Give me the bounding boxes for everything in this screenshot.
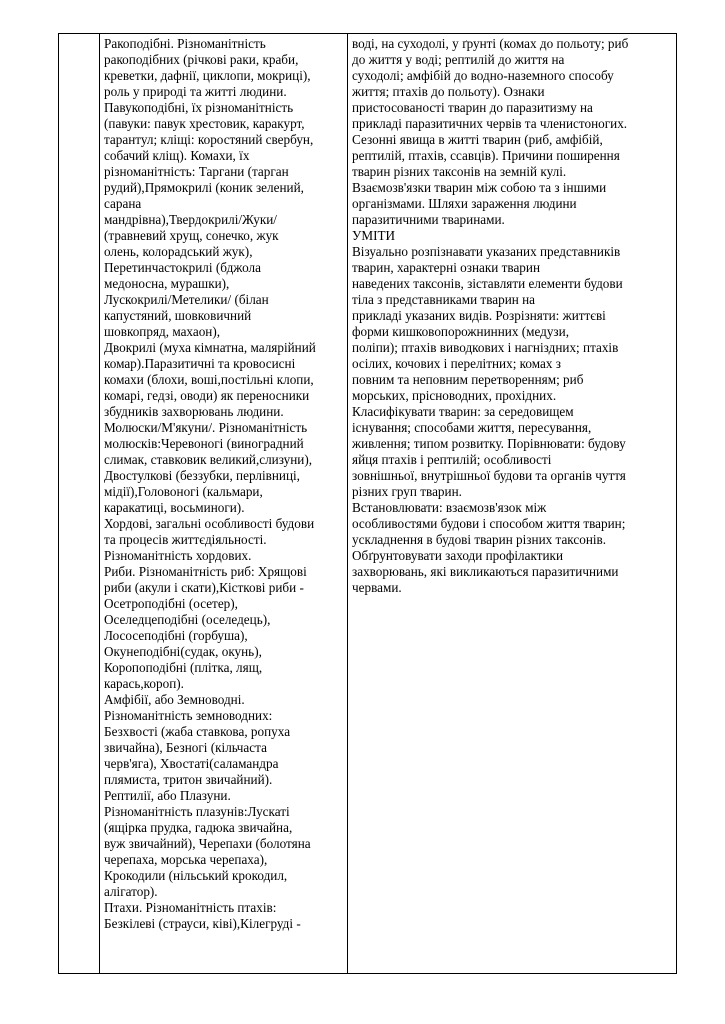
text-line: звичайна), Безногі (кільчаста (104, 740, 267, 755)
text-line: Сезонні явища в житті тварин (риб, амфібій, (352, 132, 603, 147)
text-line: каракатиці, восьминоги). (104, 500, 245, 515)
text-line: захворювань, які викликаються паразитичними (352, 564, 619, 579)
text-line: Обґрунтовувати заходи профілактики (352, 548, 564, 563)
text-line: рудий),Прямокрилі (коник зелений, (104, 180, 304, 195)
text-line: Оселедцеподібні (оселедець), (104, 612, 271, 627)
text-line: Перетинчастокрилі (бджола (104, 260, 261, 275)
text-line: капустяний, шовковичний (104, 308, 252, 323)
text-line: вуж звичайний), Черепахи (болотяна (104, 836, 311, 851)
number-cell (59, 34, 100, 974)
text-line: Двостулкові (беззубки, перлівниці, (104, 468, 300, 483)
text-line: мандрівна),Твердокрилі/Жуки/ (104, 212, 277, 227)
text-line: (травневий хрущ, сонечко, жук (104, 228, 279, 243)
text-line: тварин різних таксонів на земній кулі. (352, 164, 567, 179)
text-line: Класифікувати тварин: за середовищем (352, 404, 574, 419)
text-line: поліпи); птахів виводкових і нагніздних; птахів (352, 340, 619, 355)
text-line: ускладнення в будові тварин різних таксонів. (352, 532, 607, 547)
text-line: тіла з представниками тварин на (352, 292, 536, 307)
text-line: Павукоподібні, їх різноманітність (104, 100, 294, 115)
text-line: Крокодили (нільський крокодил, (104, 868, 288, 883)
text-line: Різноманітність плазунів:Лускаті (104, 804, 290, 819)
text-line: повним та неповним перетворенням; риб (352, 372, 584, 387)
text-line: життя; птахів до польоту). Ознаки (352, 84, 545, 99)
text-line: тарантул; кліщі: коростяний свербун, (104, 132, 314, 147)
text-line: осілих, кочових і перелітних; комах з (352, 356, 561, 371)
text-line: зовнішньої, внутрішньої будови та органів чуття (352, 468, 626, 483)
text-line: Різноманітність земноводних: (104, 708, 273, 723)
text-line: комахи (блохи, воші,постільні клопи, (104, 372, 314, 387)
text-line: УМІТИ (352, 228, 396, 243)
text-line: різноманітність: Таргани (тарган (104, 164, 289, 179)
text-line: Окунеподібні(судак, окунь), (104, 644, 262, 659)
text-line: особливостями будови і способом життя тварин; (352, 516, 626, 531)
text-line: комарі, гедзі, оводи) як переносники (104, 388, 310, 403)
text-line: сарана (104, 196, 142, 211)
text-line: риби (акули і скати),Кісткові риби - (104, 580, 304, 595)
text-line: Рептилії, або Плазуни. (104, 788, 231, 803)
text-line: олень, колорадський жук), (104, 244, 253, 259)
text-line: Осетроподібні (осетер), (104, 596, 238, 611)
text-line: пристосованості тварин до паразитизму на (352, 100, 593, 115)
text-line: прикладі паразитичних червів та членистоногих. (352, 116, 628, 131)
text-line: алігатор). (104, 884, 158, 899)
text-line: карась,короп). (104, 676, 184, 691)
text-line: медоносна, мурашки), (104, 276, 230, 291)
content-text (100, 34, 347, 932)
text-line: черепаха, морська черепаха), (104, 852, 268, 867)
text-line: збудників захворювань людини. (104, 404, 284, 419)
text-line: Взаємозв'язки тварин між собою та з іншими (352, 180, 607, 195)
text-line: організмами. Шляхи зараження людини (352, 196, 577, 211)
text-line: Безкілеві (страуси, ківі),Кілегруді - (104, 916, 301, 931)
table-row (59, 34, 677, 974)
text-line: шовкопряд, махаон), (104, 324, 221, 339)
text-line: морських, прісноводних, прохідних. (352, 388, 557, 403)
text-line: комар).Паразитичні та кровосисні (104, 356, 296, 371)
text-line: живлення; типом розвитку. Порівнювати: будову (352, 436, 626, 451)
text-line: яйця птахів і рептилій; особливості (352, 452, 552, 467)
text-line: Молюски/М'якуни/. Різноманітність (104, 420, 308, 435)
text-line: рептилій, птахів, ссавців). Причини поширення (352, 148, 620, 163)
curriculum-table (58, 33, 677, 974)
text-line: Лососеподібні (горбуша), (104, 628, 248, 643)
text-line: плямиста, тритон звичайний). (104, 772, 273, 787)
text-line: черв'яга), Хвостаті(саламандра (104, 756, 279, 771)
text-line: різних груп тварин. (352, 484, 462, 499)
text-line: червами. (352, 580, 402, 595)
requirements-cell (348, 34, 677, 974)
text-line: креветки, дафнії, циклопи, мокриці), (104, 68, 311, 83)
text-line: (ящірка прудка, гадюка звичайна, (104, 820, 293, 835)
text-line: Візуально розпізнавати указаних представників (352, 244, 621, 259)
text-line: ракоподібних (річкові раки, краби, (104, 52, 299, 67)
text-line: (павуки: павук хрестовик, каракурт, (104, 116, 305, 131)
text-line: суходолі; амфібій до водно-наземного способу (352, 68, 614, 83)
text-line: існування; способами життя, пересування, (352, 420, 592, 435)
content-cell (100, 34, 348, 974)
text-line: Риби. Різноманітність риб: Хрящові (104, 564, 307, 579)
text-line: та процесів життєдіяльності. (104, 532, 267, 547)
text-line: прикладі указаних видів. Розрізняти: життєві (352, 308, 606, 323)
text-line: Ракоподібні. Різноманітність (104, 36, 266, 51)
text-line: Амфібії, або Земноводні. (104, 692, 245, 707)
text-line: до життя у воді; рептилій до життя на (352, 52, 565, 67)
text-line: мідії),Головоногі (кальмари, (104, 484, 263, 499)
text-line: наведених таксонів, зіставляти елементи будови (352, 276, 623, 291)
text-line: тварин, характерні ознаки тварин (352, 260, 541, 275)
requirements-text (348, 34, 676, 596)
text-line: Лускокрилі/Метелики/ (білан (104, 292, 269, 307)
text-line: Птахи. Різноманітність птахів: (104, 900, 277, 915)
text-line: воді, на суходолі, у ґрунті (комах до польоту; риб (352, 36, 629, 51)
text-line: паразитичними тваринами. (352, 212, 505, 227)
text-line: Різноманітність хордових. (104, 548, 252, 563)
text-line: Двокрилі (муха кімнатна, малярійний (104, 340, 316, 355)
text-line: роль у природі та житті людини. (104, 84, 287, 99)
text-line: собачий кліщ). Комахи, їх (104, 148, 250, 163)
text-line: слимак, ставковик великий,слизуни), (104, 452, 313, 467)
text-line: молюсків:Черевоногі (виноградний (104, 436, 304, 451)
text-line: Встановлювати: взаємозв'язок між (352, 500, 547, 515)
text-line: Безхвості (жаба ставкова, ропуха (104, 724, 291, 739)
text-line: форми кишковопорожнинних (медузи, (352, 324, 569, 339)
text-line: Хордові, загальні особливості будови (104, 516, 315, 531)
text-line: Коропоподібні (плітка, лящ, (104, 660, 263, 675)
